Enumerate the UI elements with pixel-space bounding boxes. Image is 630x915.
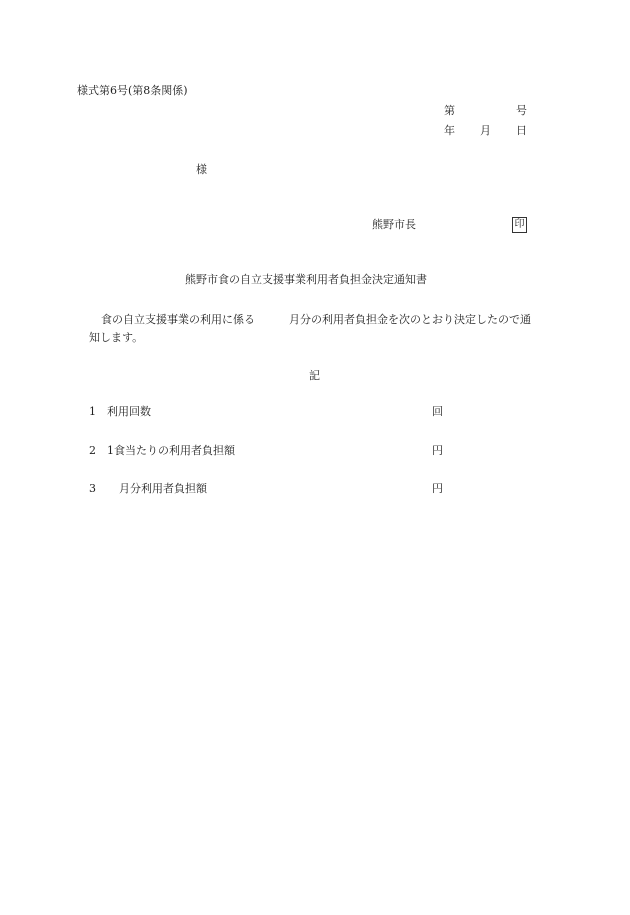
ki-heading: 記: [309, 369, 320, 382]
item-3-unit: 円: [432, 482, 443, 495]
body-text-part1: 食の自立支援事業の利用に係る: [101, 313, 255, 326]
item-3-label: 月分利用者負担額: [119, 482, 207, 495]
item-1-unit: 回: [432, 405, 443, 418]
body-text-line2: 知します。: [89, 331, 144, 344]
document-title: 熊野市食の自立支援事業利用者負担金決定通知書: [185, 273, 427, 286]
seal-stamp: 印: [512, 217, 527, 233]
item-2-unit: 円: [432, 444, 443, 457]
form-number: 様式第6号(第8条関係): [77, 84, 188, 97]
date-month: 月: [480, 124, 491, 137]
addressee-sama: 様: [196, 163, 207, 176]
item-2-number: 2: [89, 444, 96, 457]
item-1-label: 利用回数: [107, 405, 151, 418]
body-text-part2: 月分の利用者負担金を次のとおり決定したので通: [289, 313, 531, 326]
item-3-number: 3: [89, 482, 96, 495]
ref-go: 号: [516, 104, 527, 117]
issuer-name: 熊野市長: [372, 218, 416, 231]
item-1-number: 1: [89, 405, 96, 418]
date-year: 年: [444, 124, 455, 137]
ref-dai: 第: [444, 104, 455, 117]
date-day: 日: [516, 124, 527, 137]
item-2-label: 1食当たりの利用者負担額: [107, 444, 235, 457]
